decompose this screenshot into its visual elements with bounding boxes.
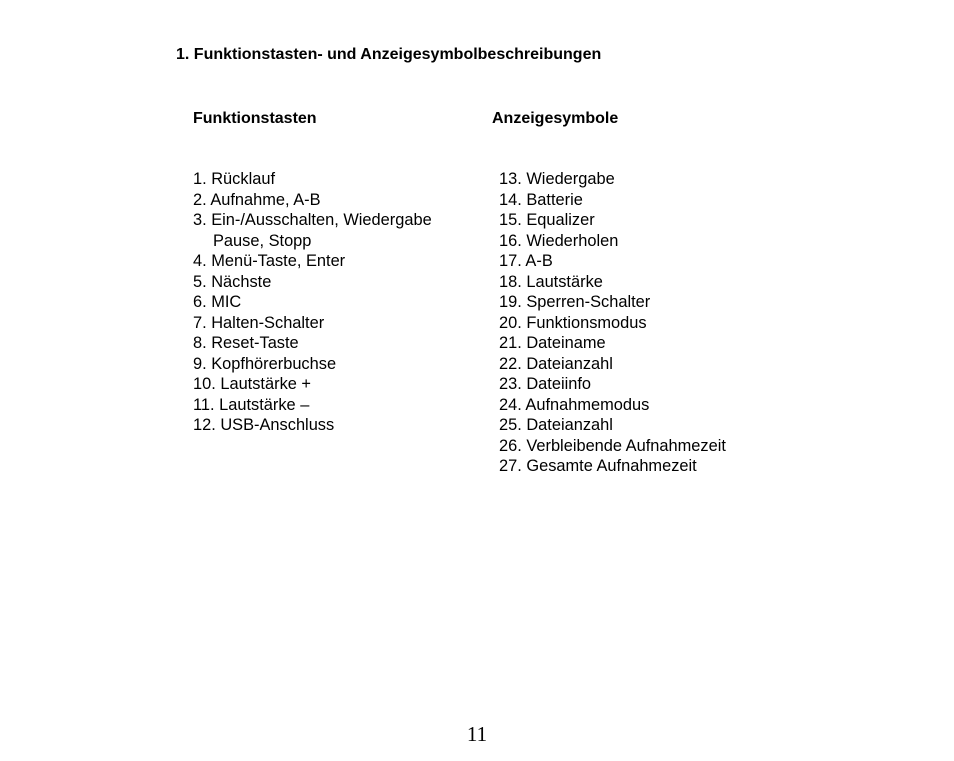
section-heading: 1. Funktionstasten- und Anzeigesymbolbeschreibungen [176, 46, 602, 63]
list-item-continuation: Pause, Stopp [213, 231, 312, 250]
list-item: 24. Aufnahmemodus [499, 395, 650, 414]
list-item: 13. Wiedergabe [499, 170, 615, 188]
list-item: 3. Ein-/Ausschalten, Wiedergabe [193, 211, 432, 229]
list-item: 23. Dateiinfo [499, 375, 592, 393]
list-item: 19. Sperren-Schalter [499, 293, 651, 311]
display-symbols-list [499, 169, 726, 477]
list-item: 6. MIC [193, 293, 242, 311]
list-item: 15. Equalizer [499, 211, 595, 229]
list-item: 2. Aufnahme, A-B [193, 190, 321, 209]
function-keys-list [193, 169, 432, 436]
list-item: 11. Lautstärke – [193, 395, 310, 414]
list-item: 16. Wiederholen [499, 231, 619, 250]
list-item: 26. Verbleibende Aufnahmezeit [499, 436, 726, 455]
list-item: 12. USB-Anschluss [193, 416, 335, 434]
list-item: 17. A-B [499, 252, 553, 270]
list-item: 25. Dateianzahl [499, 416, 613, 434]
list-item: 22. Dateianzahl [499, 354, 613, 373]
list-item: 10. Lautstärke + [193, 375, 311, 393]
display-symbols-heading: Anzeigesymbole [492, 110, 619, 127]
list-item: 8. Reset-Taste [193, 334, 299, 352]
page-number: 11 [466, 722, 488, 746]
list-item: 4. Menü-Taste, Enter [193, 252, 346, 270]
list-item: 9. Kopfhörerbuchse [193, 354, 337, 373]
list-item: 21. Dateiname [499, 334, 606, 352]
function-keys-heading: Funktionstasten [193, 110, 317, 127]
list-item: 20. Funktionsmodus [499, 313, 647, 332]
list-item: 18. Lautstärke [499, 272, 603, 291]
list-item: 14. Batterie [499, 190, 583, 209]
list-item: 7. Halten-Schalter [193, 313, 325, 332]
list-item: 1. Rücklauf [193, 170, 275, 188]
list-item: 5. Nächste [193, 272, 272, 291]
list-item: 27. Gesamte Aufnahmezeit [499, 457, 697, 475]
